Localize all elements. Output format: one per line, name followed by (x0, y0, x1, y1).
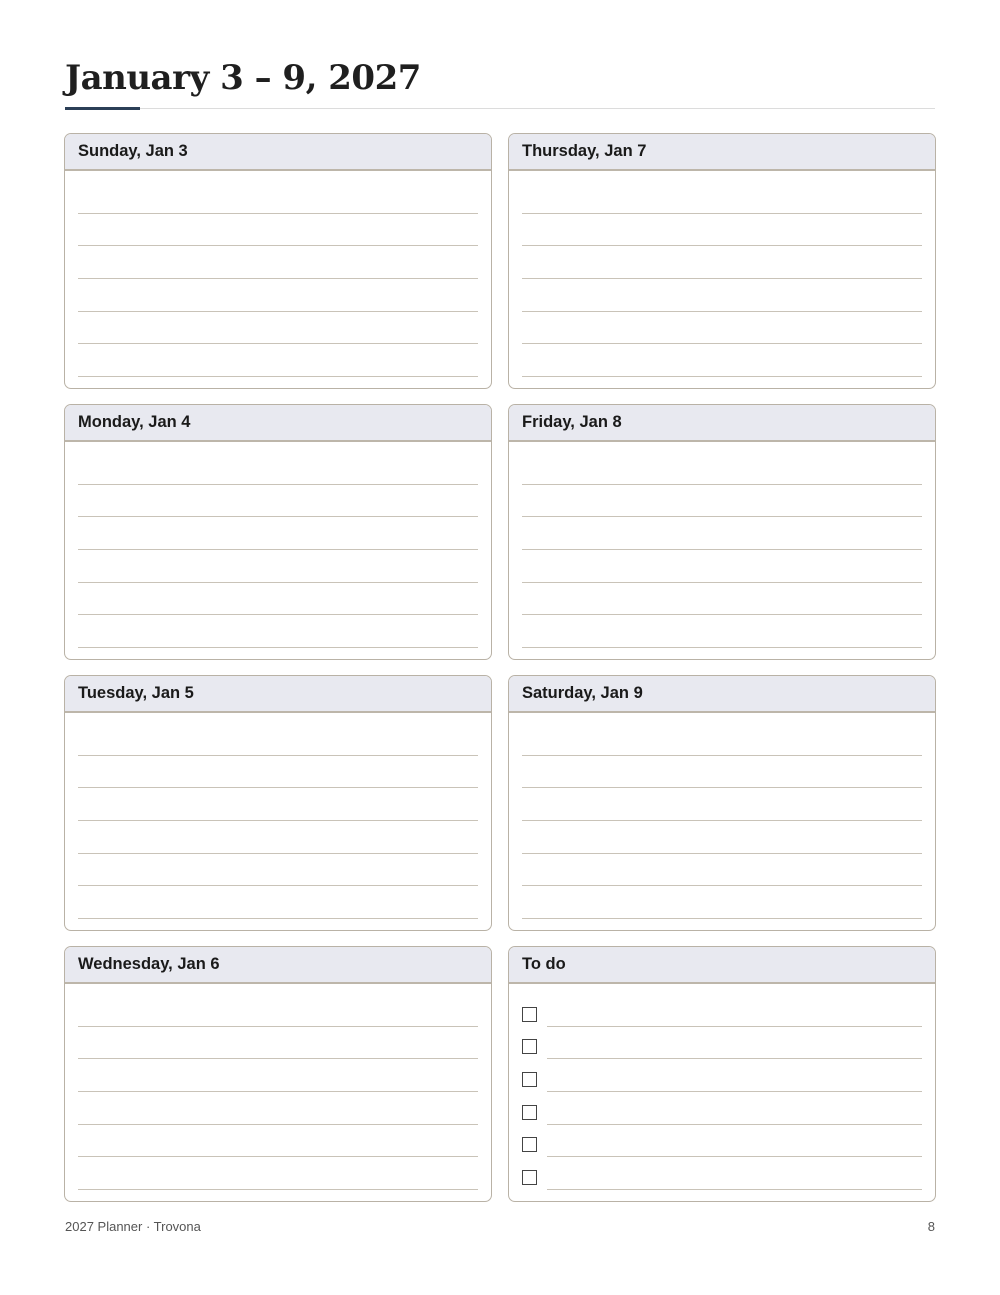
writing-line[interactable] (522, 756, 922, 789)
day-header-wednesday: Wednesday, Jan 6 (65, 947, 491, 984)
writing-line[interactable] (78, 312, 478, 345)
todo-item (522, 994, 922, 1027)
notes-area[interactable] (509, 442, 935, 648)
notes-area[interactable] (65, 171, 491, 377)
writing-line[interactable] (522, 214, 922, 247)
writing-line[interactable] (522, 583, 922, 616)
writing-line[interactable] (522, 550, 922, 583)
todo-checkbox[interactable] (522, 1007, 537, 1022)
writing-line[interactable] (78, 214, 478, 247)
notes-area[interactable] (65, 984, 491, 1190)
writing-line[interactable] (78, 1092, 478, 1125)
todo-checkbox[interactable] (522, 1039, 537, 1054)
notes-area[interactable] (65, 442, 491, 648)
title-divider (65, 108, 935, 109)
writing-line[interactable] (522, 788, 922, 821)
todo-line[interactable] (547, 1092, 922, 1125)
todo-line[interactable] (547, 1027, 922, 1060)
writing-line[interactable] (522, 246, 922, 279)
writing-line[interactable] (78, 344, 478, 377)
writing-line[interactable] (78, 485, 478, 518)
writing-line[interactable] (522, 181, 922, 214)
notes-area[interactable] (509, 171, 935, 377)
day-header-friday: Friday, Jan 8 (509, 405, 935, 442)
day-card-thursday (508, 133, 936, 389)
todo-checkbox[interactable] (522, 1072, 537, 1087)
writing-line[interactable] (522, 344, 922, 377)
todo-line[interactable] (547, 994, 922, 1027)
writing-line[interactable] (522, 279, 922, 312)
writing-line[interactable] (78, 452, 478, 485)
writing-line[interactable] (522, 485, 922, 518)
todo-list (509, 984, 935, 1190)
notes-area[interactable] (509, 713, 935, 919)
weekly-grid (64, 133, 936, 1202)
title-accent-bar (65, 107, 140, 110)
writing-line[interactable] (78, 279, 478, 312)
writing-line[interactable] (78, 550, 478, 583)
day-card-monday (64, 404, 492, 660)
todo-item (522, 1125, 922, 1158)
writing-line[interactable] (78, 886, 478, 919)
todo-checkbox[interactable] (522, 1170, 537, 1185)
writing-line[interactable] (522, 723, 922, 756)
todo-checkbox[interactable] (522, 1137, 537, 1152)
writing-line[interactable] (522, 821, 922, 854)
writing-line[interactable] (78, 615, 478, 648)
writing-line[interactable] (78, 517, 478, 550)
writing-line[interactable] (522, 886, 922, 919)
writing-line[interactable] (78, 1027, 478, 1060)
todo-item (522, 1059, 922, 1092)
writing-line[interactable] (78, 723, 478, 756)
writing-line[interactable] (78, 1125, 478, 1158)
writing-line[interactable] (78, 756, 478, 789)
day-card-tuesday (64, 675, 492, 931)
todo-line[interactable] (547, 1125, 922, 1158)
todo-item (522, 1092, 922, 1125)
day-card-saturday (508, 675, 936, 931)
writing-line[interactable] (78, 1059, 478, 1092)
writing-line[interactable] (78, 181, 478, 214)
writing-line[interactable] (78, 821, 478, 854)
day-header-saturday: Saturday, Jan 9 (509, 676, 935, 713)
writing-line[interactable] (522, 452, 922, 485)
todo-checkbox[interactable] (522, 1105, 537, 1120)
todo-item (522, 1027, 922, 1060)
writing-line[interactable] (78, 994, 478, 1027)
todo-header: To do (509, 947, 935, 984)
day-header-thursday: Thursday, Jan 7 (509, 134, 935, 171)
todo-item (522, 1157, 922, 1190)
todo-card (508, 946, 936, 1202)
writing-line[interactable] (522, 854, 922, 887)
page-title: January 3 – 9, 2027 (65, 58, 421, 98)
writing-line[interactable] (78, 788, 478, 821)
day-card-wednesday (64, 946, 492, 1202)
notes-area[interactable] (65, 713, 491, 919)
writing-line[interactable] (78, 854, 478, 887)
writing-line[interactable] (78, 1157, 478, 1190)
todo-line[interactable] (547, 1059, 922, 1092)
day-card-sunday (64, 133, 492, 389)
day-header-monday: Monday, Jan 4 (65, 405, 491, 442)
page-number: 8 (927, 1219, 935, 1234)
writing-line[interactable] (522, 312, 922, 345)
day-card-friday (508, 404, 936, 660)
writing-line[interactable] (78, 583, 478, 616)
day-header-tuesday: Tuesday, Jan 5 (65, 676, 491, 713)
writing-line[interactable] (78, 246, 478, 279)
writing-line[interactable] (522, 517, 922, 550)
todo-line[interactable] (547, 1157, 922, 1190)
writing-line[interactable] (522, 615, 922, 648)
footer-planner-label: 2027 Planner · Trovona (65, 1219, 201, 1234)
day-header-sunday: Sunday, Jan 3 (65, 134, 491, 171)
